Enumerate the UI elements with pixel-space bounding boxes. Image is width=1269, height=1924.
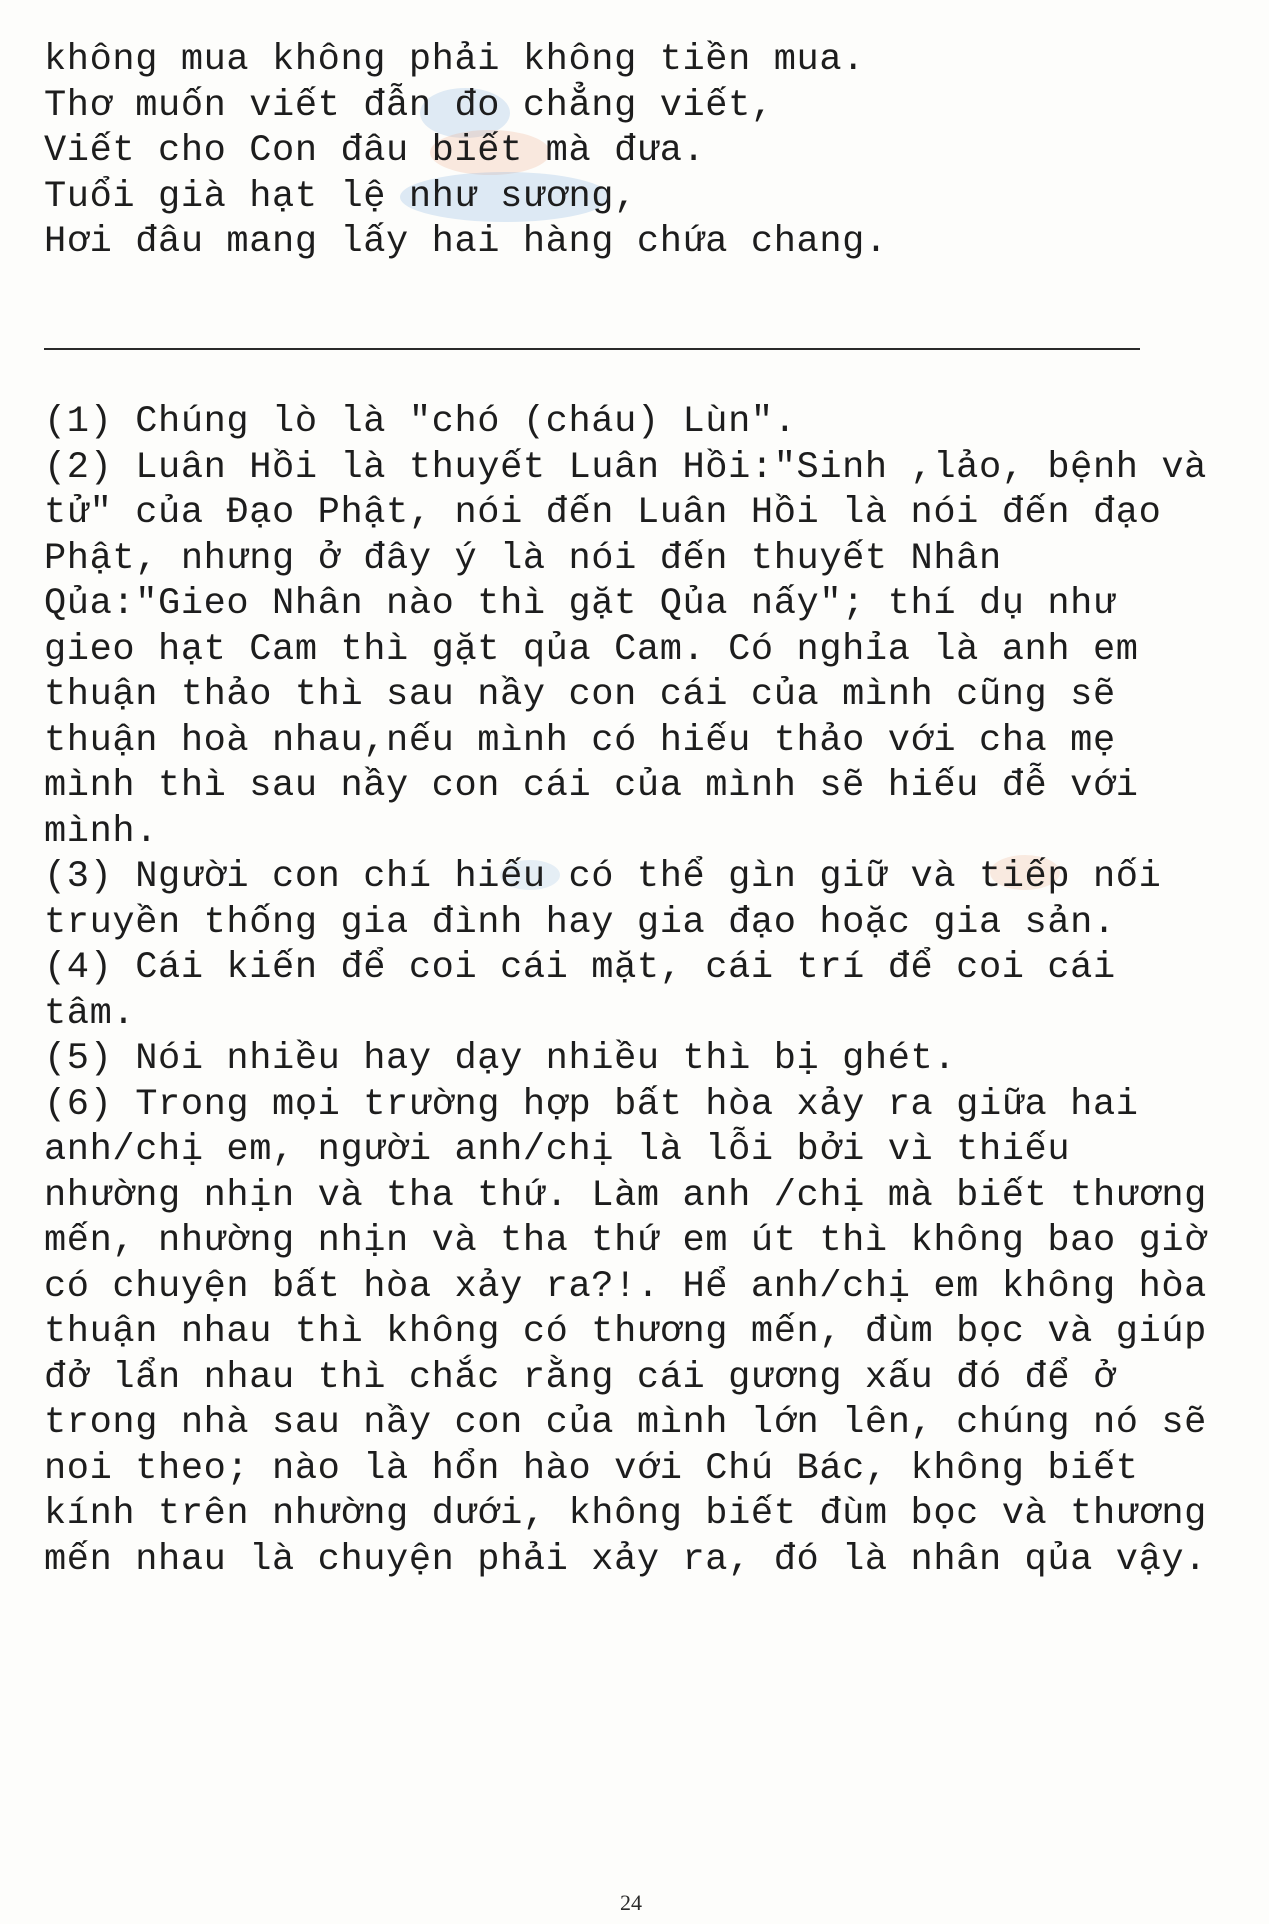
- poem-line: không mua không phải không tiền mua.: [44, 39, 865, 81]
- footnote-line: thuận thảo thì sau nầy con cái của mình cũng sẽ: [44, 674, 1116, 716]
- poem-line: Thơ muốn viết đẫn đo chẳng viết,: [44, 84, 774, 127]
- poem-line: Tuổi già hạt lệ như sương,: [44, 175, 637, 218]
- footnote-line: đở lẩn nhau thì chắc rằng cái gương xấu đó để ở: [44, 1356, 1116, 1399]
- footnote-line: (3) Người con chí hiếu có thể gìn giữ và tiếp nối: [44, 856, 1162, 898]
- footnote-line: Qủa:"Gieo Nhân nào thì gặt Qủa nấy"; thí dụ như: [44, 583, 1116, 625]
- footnote-line: tử" của Đạo Phật, nói đến Luân Hồi là nói đến đạo: [44, 492, 1162, 534]
- footnote-line: (5) Nói nhiều hay dạy nhiều thì bị ghét.: [44, 1038, 957, 1080]
- footnote-line: thuận hoà nhau,nếu mình có hiếu thảo với cha mẹ: [44, 719, 1116, 762]
- footnote-line: trong nhà sau nầy con của mình lớn lên, chúng nó sẽ: [44, 1402, 1207, 1444]
- footnote-line: noi theo; nào là hổn hào với Chú Bác, không biết: [44, 1447, 1139, 1490]
- poem-line: Viết cho Con đâu biết mà đưa.: [44, 130, 706, 172]
- footnote-line: (6) Trong mọi trường hợp bất hòa xảy ra giữa hai: [44, 1083, 1139, 1126]
- footnote-line: kính trên nhường dưới, không biết đùm bọc và thương: [44, 1493, 1207, 1535]
- footnote-line: (1) Chúng lò là "chó (cháu) Lùn".: [44, 401, 797, 443]
- page-number: 24: [620, 1890, 642, 1915]
- footnote-line: có chuyện bất hòa xảy ra?!. Hể anh/chị em không hòa: [44, 1265, 1207, 1308]
- footnote-divider: [44, 348, 1140, 350]
- poem-line: Hơi đâu mang lấy hai hàng chứa chang.: [44, 221, 888, 263]
- footnote-line: truyền thống gia đình hay gia đạo hoặc gia sản.: [44, 901, 1116, 944]
- footnote-line: gieo hạt Cam thì gặt qủa Cam. Có nghỉa là anh em: [44, 628, 1139, 671]
- footnote-line: mến nhau là chuyện phải xảy ra, đó là nhân qủa vậy.: [44, 1538, 1207, 1581]
- footnote-line: (4) Cái kiến để coi cái mặt, cái trí để coi cái: [44, 947, 1116, 989]
- footnote-line: tâm.: [44, 992, 136, 1035]
- footnote-line: nhường nhịn và tha thứ. Làm anh /chị mà biết thương: [44, 1174, 1207, 1217]
- footnote-line: anh/chị em, người anh/chị là lỗi bởi vì thiếu: [44, 1129, 1071, 1171]
- footnote-line: mình.: [44, 810, 159, 853]
- footnote-line: mình thì sau nầy con cái của mình sẽ hiếu đễ với: [44, 765, 1139, 807]
- poem-block: [44, 38, 1204, 266]
- footnote-line: (2) Luân Hồi là thuyết Luân Hồi:"Sinh ,lảo, bệnh và: [44, 446, 1207, 489]
- footnote-line: Phật, nhưng ở đây ý là nói đến thuyết Nhân: [44, 537, 1002, 580]
- footnote-line: mến, nhường nhịn và tha thứ em út thì không bao giờ: [44, 1220, 1207, 1262]
- footnote-line: thuận nhau thì không có thương mến, đùm bọc và giúp: [44, 1311, 1207, 1353]
- footnotes-block: [44, 400, 1234, 1583]
